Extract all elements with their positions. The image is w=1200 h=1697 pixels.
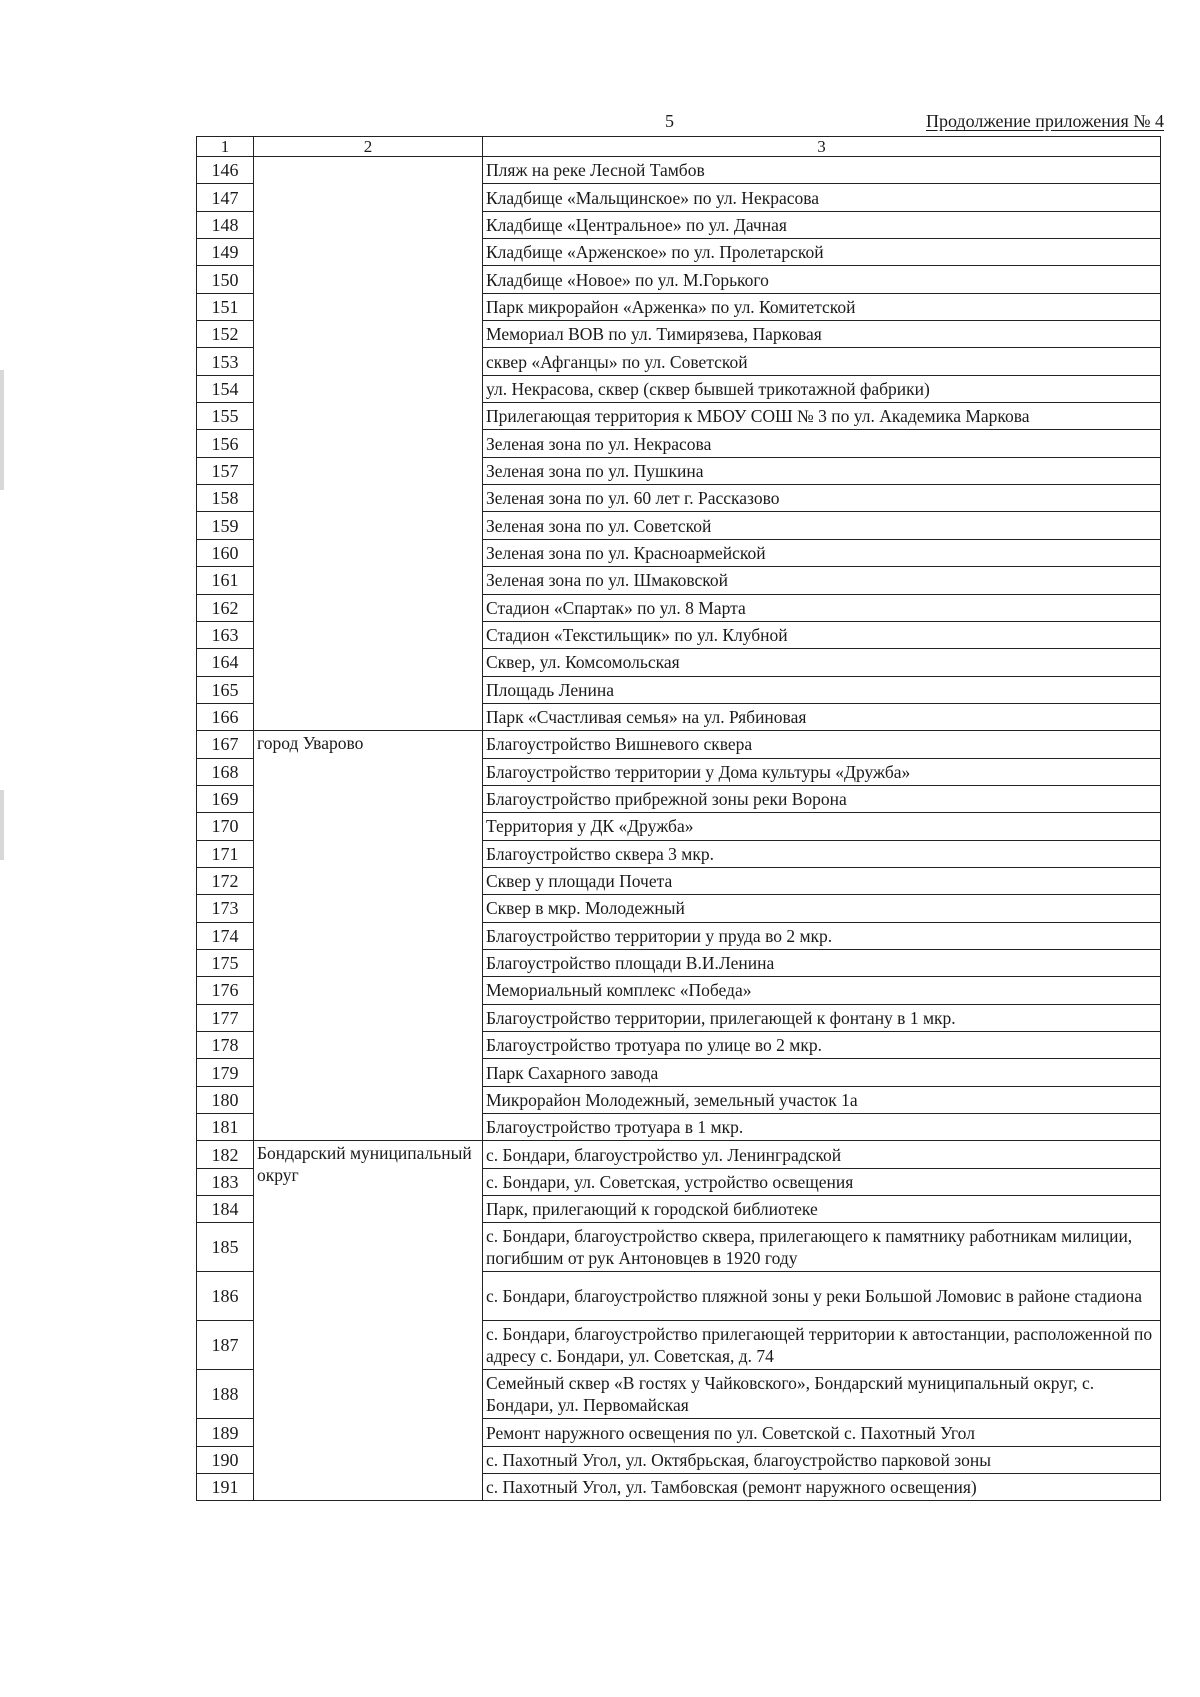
object-name: Кладбище «Центральное» по ул. Дачная [483, 211, 1161, 238]
row-number: 151 [197, 293, 254, 320]
row-number: 165 [197, 676, 254, 703]
continuation-title: Продолжение приложения № 4 [925, 111, 1164, 131]
municipality-cell [254, 157, 483, 731]
object-name: Парк микрорайон «Арженка» по ул. Комитетской [483, 293, 1161, 320]
row-number: 172 [197, 867, 254, 894]
row-number: 146 [197, 157, 254, 184]
row-number: 154 [197, 375, 254, 402]
column-header-1: 1 [197, 137, 254, 157]
row-number: 169 [197, 785, 254, 812]
row-number: 156 [197, 430, 254, 457]
object-name: Пляж на реке Лесной Тамбов [483, 157, 1161, 184]
row-number: 150 [197, 266, 254, 293]
row-number: 188 [197, 1370, 254, 1419]
object-name: Ремонт наружного освещения по ул. Советской с. Пахотный Угол [483, 1419, 1161, 1446]
object-name: Мемориал ВОВ по ул. Тимирязева, Парковая [483, 321, 1161, 348]
row-number: 182 [197, 1141, 254, 1168]
row-number: 190 [197, 1446, 254, 1473]
object-name: Благоустройство площади В.И.Ленина [483, 949, 1161, 976]
object-name: Благоустройство сквера 3 мкр. [483, 840, 1161, 867]
objects-table [196, 136, 1161, 1501]
object-name: с. Бондари, благоустройство прилегающей территории к автостанции, расположенной по адресу с. Бондари, ул. Советская, д. 74 [483, 1321, 1161, 1370]
object-name: Площадь Ленина [483, 676, 1161, 703]
object-name: с. Бондари, благоустройство сквера, прилегающего к памятнику работникам милиции, погибшим от рук Антоновцев в 1920 году [483, 1223, 1161, 1272]
table-row [197, 157, 1161, 184]
object-name: Кладбище «Новое» по ул. М.Горького [483, 266, 1161, 293]
object-name: Прилегающая территория к МБОУ СОШ № 3 по ул. Академика Маркова [483, 403, 1161, 430]
object-name: Зеленая зона по ул. Советской [483, 512, 1161, 539]
object-name: Зеленая зона по ул. Пушкина [483, 457, 1161, 484]
row-number: 176 [197, 977, 254, 1004]
row-number: 171 [197, 840, 254, 867]
object-name: Благоустройство тротуара по улице во 2 мкр. [483, 1032, 1161, 1059]
object-name: ул. Некрасова, сквер (сквер бывшей трикотажной фабрики) [483, 375, 1161, 402]
page-number: 5 [665, 111, 674, 131]
object-name: Семейный сквер «В гостях у Чайковского», Бондарский муниципальный округ, с. Бондари, ул. Первомайская [483, 1370, 1161, 1419]
row-number: 185 [197, 1223, 254, 1272]
row-number: 160 [197, 539, 254, 566]
table-header-row [197, 137, 1161, 157]
row-number: 147 [197, 184, 254, 211]
row-number: 177 [197, 1004, 254, 1031]
object-name: Территория у ДК «Дружба» [483, 813, 1161, 840]
row-number: 178 [197, 1032, 254, 1059]
object-name: с. Пахотный Угол, ул. Тамбовская (ремонт наружного освещения) [483, 1474, 1161, 1501]
object-name: Мемориальный комплекс «Победа» [483, 977, 1161, 1004]
row-number: 174 [197, 922, 254, 949]
row-number: 155 [197, 403, 254, 430]
object-name: Благоустройство территории у пруда во 2 мкр. [483, 922, 1161, 949]
object-name: Сквер у площади Почета [483, 867, 1161, 894]
row-number: 186 [197, 1272, 254, 1321]
object-name: Парк Сахарного завода [483, 1059, 1161, 1086]
object-name: Парк «Счастливая семья» на ул. Рябиновая [483, 703, 1161, 730]
scan-edge-mark [0, 370, 4, 490]
row-number: 149 [197, 239, 254, 266]
row-number: 163 [197, 621, 254, 648]
row-number: 159 [197, 512, 254, 539]
row-number: 167 [197, 731, 254, 758]
object-name: Кладбище «Мальщинское» по ул. Некрасова [483, 184, 1161, 211]
object-name: Стадион «Текстильщик» по ул. Клубной [483, 621, 1161, 648]
object-name: Микрорайон Молодежный, земельный участок 1а [483, 1086, 1161, 1113]
object-name: Благоустройство территории, прилегающей к фонтану в 1 мкр. [483, 1004, 1161, 1031]
row-number: 157 [197, 457, 254, 484]
row-number: 179 [197, 1059, 254, 1086]
object-name: Сквер в мкр. Молодежный [483, 895, 1161, 922]
object-name: Зеленая зона по ул. Шмаковской [483, 567, 1161, 594]
row-number: 180 [197, 1086, 254, 1113]
object-name: Благоустройство тротуара в 1 мкр. [483, 1114, 1161, 1141]
row-number: 170 [197, 813, 254, 840]
row-number: 168 [197, 758, 254, 785]
object-name: с. Бондари, благоустройство ул. Ленинградской [483, 1141, 1161, 1168]
row-number: 158 [197, 485, 254, 512]
object-name: Благоустройство прибрежной зоны реки Ворона [483, 785, 1161, 812]
table-row [197, 1141, 1161, 1168]
object-name: с. Пахотный Угол, ул. Октябрьская, благоустройство парковой зоны [483, 1446, 1161, 1473]
row-number: 187 [197, 1321, 254, 1370]
column-header-2: 2 [254, 137, 483, 157]
row-number: 184 [197, 1196, 254, 1223]
row-number: 183 [197, 1168, 254, 1195]
row-number: 164 [197, 649, 254, 676]
object-name: Зеленая зона по ул. 60 лет г. Рассказово [483, 485, 1161, 512]
object-name: с. Бондари, ул. Советская, устройство освещения [483, 1168, 1161, 1195]
object-name: сквер «Афганцы» по ул. Советской [483, 348, 1161, 375]
object-name: Благоустройство Вишневого сквера [483, 731, 1161, 758]
row-number: 166 [197, 703, 254, 730]
object-name: Зеленая зона по ул. Красноармейской [483, 539, 1161, 566]
municipality-cell: Бондарский муниципальный округ [254, 1141, 483, 1501]
row-number: 189 [197, 1419, 254, 1446]
row-number: 173 [197, 895, 254, 922]
object-name: Парк, прилегающий к городской библиотеке [483, 1196, 1161, 1223]
row-number: 175 [197, 949, 254, 976]
object-name: Кладбище «Арженское» по ул. Пролетарской [483, 239, 1161, 266]
object-name: Стадион «Спартак» по ул. 8 Марта [483, 594, 1161, 621]
municipality-cell: город Уварово [254, 731, 483, 1141]
object-name: Благоустройство территории у Дома культуры «Дружба» [483, 758, 1161, 785]
object-name: Сквер, ул. Комсомольская [483, 649, 1161, 676]
row-number: 162 [197, 594, 254, 621]
object-name: с. Бондари, благоустройство пляжной зоны у реки Большой Ломовис в районе стадиона [483, 1272, 1161, 1321]
column-header-3: 3 [483, 137, 1161, 157]
object-name: Зеленая зона по ул. Некрасова [483, 430, 1161, 457]
scan-edge-mark [0, 790, 4, 860]
row-number: 148 [197, 211, 254, 238]
row-number: 181 [197, 1114, 254, 1141]
row-number: 161 [197, 567, 254, 594]
table-row [197, 731, 1161, 758]
row-number: 191 [197, 1474, 254, 1501]
row-number: 153 [197, 348, 254, 375]
row-number: 152 [197, 321, 254, 348]
